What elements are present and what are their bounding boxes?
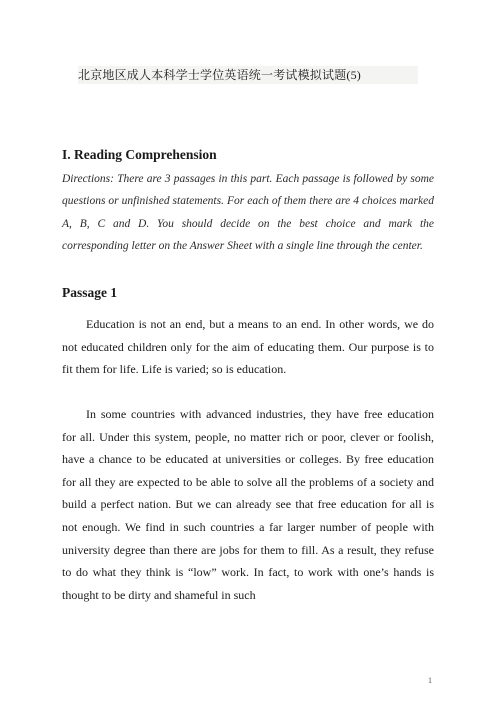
passage-heading: Passage 1 xyxy=(62,285,118,300)
page-number: 1 xyxy=(428,676,432,685)
passage-paragraph: Education is not an end, but a means to an end. In other words, we do not educated children only for the aim of educating them. Our purpose is to fit them for life. Life is varied; so is education. xyxy=(62,317,434,377)
directions-text: Directions: There are 3 passages in this part. Each passage is followed by some questions or unfinished statements. For each of them there are 4 choices marked A, B, C and D. You should decide on the best choice and mark the corresponding letter on the Answer Sheet with a single line through the center. xyxy=(62,173,434,253)
section-heading: I. Reading Comprehension xyxy=(62,147,217,162)
passage-paragraph: In some countries with advanced industries, they have free education for all. Under this system, people, no matter rich or poor, clever or foolish, have a chance to be educated at universities or colleges. By free education for all they are expected to be able to solve all the problems of a society and build a perfect nation. But we can already see that free education for all is not enough. We find in such countries a far larger number of people with university degree than there are jobs for them to fill. As a result, they refuse to do what they think is “low” work. In fact, to work with one’s hands is thought to be dirty and shameful in such xyxy=(62,407,434,602)
document-title: 北京地区成人本科学士学位英语统一考试模拟试题(5) xyxy=(78,66,418,84)
